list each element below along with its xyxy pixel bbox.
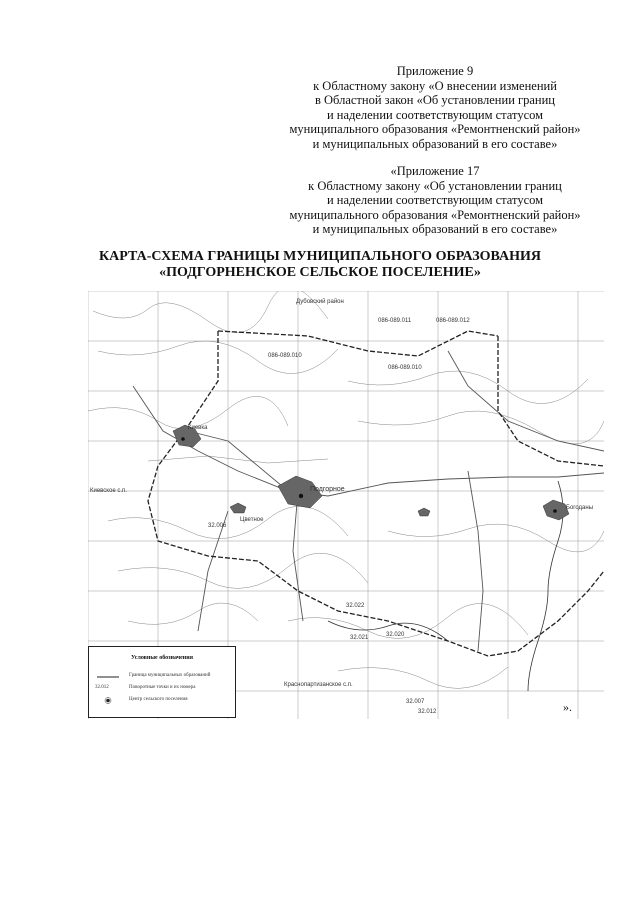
map-label-code: 086-089.010 xyxy=(268,353,302,359)
appendix-9-line: и наделении соответствующим статусом xyxy=(326,107,544,122)
map-label-village-center: Подгорное xyxy=(310,486,345,493)
map-label-code: 086-089.012 xyxy=(436,318,470,324)
legend-item-text: Поворотные точки и их номера xyxy=(129,685,196,690)
legend-item-text: Граница муниципальных образований xyxy=(129,673,211,678)
appendix-17-line: к Областному закону «Об установлении границ xyxy=(308,178,562,193)
map-label-village-east: Богоданы xyxy=(566,505,593,511)
map-roads xyxy=(133,351,604,651)
appendix-9-line: и муниципальных образований в его составе» xyxy=(312,136,558,151)
map-label-code: 32.022 xyxy=(346,603,365,609)
map-label-code: 32.012 xyxy=(418,709,437,715)
appendix-17-line: и наделении соответствующим статусом xyxy=(326,193,544,207)
appendix-9-line: в Областной закон «Об установлении границ xyxy=(314,93,555,107)
map-label-village-sw: Цветное xyxy=(240,517,264,523)
legend-title: Условные обозначения xyxy=(131,655,193,661)
municipal-boundary xyxy=(148,331,604,656)
appendix-9-line: муниципального образования «Ремонтненский район» xyxy=(289,122,581,136)
title-line-2: «ПОДГОРНЕНСКОЕ СЕЛЬСКОЕ ПОСЕЛЕНИЕ» xyxy=(159,265,481,280)
map-label-code: 32.020 xyxy=(386,632,405,638)
closing-quote: ». xyxy=(563,700,572,714)
boundary-line-icon xyxy=(95,672,121,681)
title-line-1: КАРТА-СХЕМА ГРАНИЦЫ МУНИЦИПАЛЬНОГО ОБРАЗОВАНИЯ xyxy=(99,249,541,264)
center-dot-icon xyxy=(95,696,121,705)
map-terrain xyxy=(88,291,604,688)
legend-item-center xyxy=(95,696,231,705)
map-legend xyxy=(88,646,236,718)
legend-item-boundary xyxy=(95,672,231,681)
center-dot-icon xyxy=(181,437,185,441)
center-dot-icon xyxy=(299,494,303,498)
center-dot-icon xyxy=(553,509,557,513)
map-rivers xyxy=(328,481,563,691)
map-label-village-west: Киевка xyxy=(188,425,208,431)
appendix-9-block xyxy=(275,64,595,151)
page-title xyxy=(0,249,640,281)
appendix-17-line: и муниципальных образований в его составе» xyxy=(312,222,558,236)
appendix-17-line: муниципального образования «Ремонтненский район» xyxy=(289,207,581,222)
map-label-neighbor-west: Киевское с.п. xyxy=(90,488,127,494)
legend-item-points xyxy=(95,684,231,693)
legend-item-text: Центр сельского поселения xyxy=(129,697,188,702)
appendix-17-block xyxy=(275,164,595,237)
settlements xyxy=(173,425,569,520)
appendix-9-heading: Приложение 9 xyxy=(396,64,474,78)
map-label-code: 086-089.010 xyxy=(388,365,422,371)
legend-point-code: 32.012 xyxy=(95,685,109,690)
map-label-code: 086-089.011 xyxy=(378,318,412,324)
map-label-code: 32.007 xyxy=(406,699,425,705)
map-label-code: 32.021 xyxy=(350,635,369,641)
appendix-17-heading: «Приложение 17 xyxy=(390,164,480,178)
appendix-9-line: к Областному закону «О внесении изменений xyxy=(313,78,557,93)
map-label-code: 32.006 xyxy=(208,523,227,529)
map-label-neighbor-south: Краснопартизанское с.п. xyxy=(284,682,353,688)
map-label-district-top: Дубовский район xyxy=(296,299,344,305)
